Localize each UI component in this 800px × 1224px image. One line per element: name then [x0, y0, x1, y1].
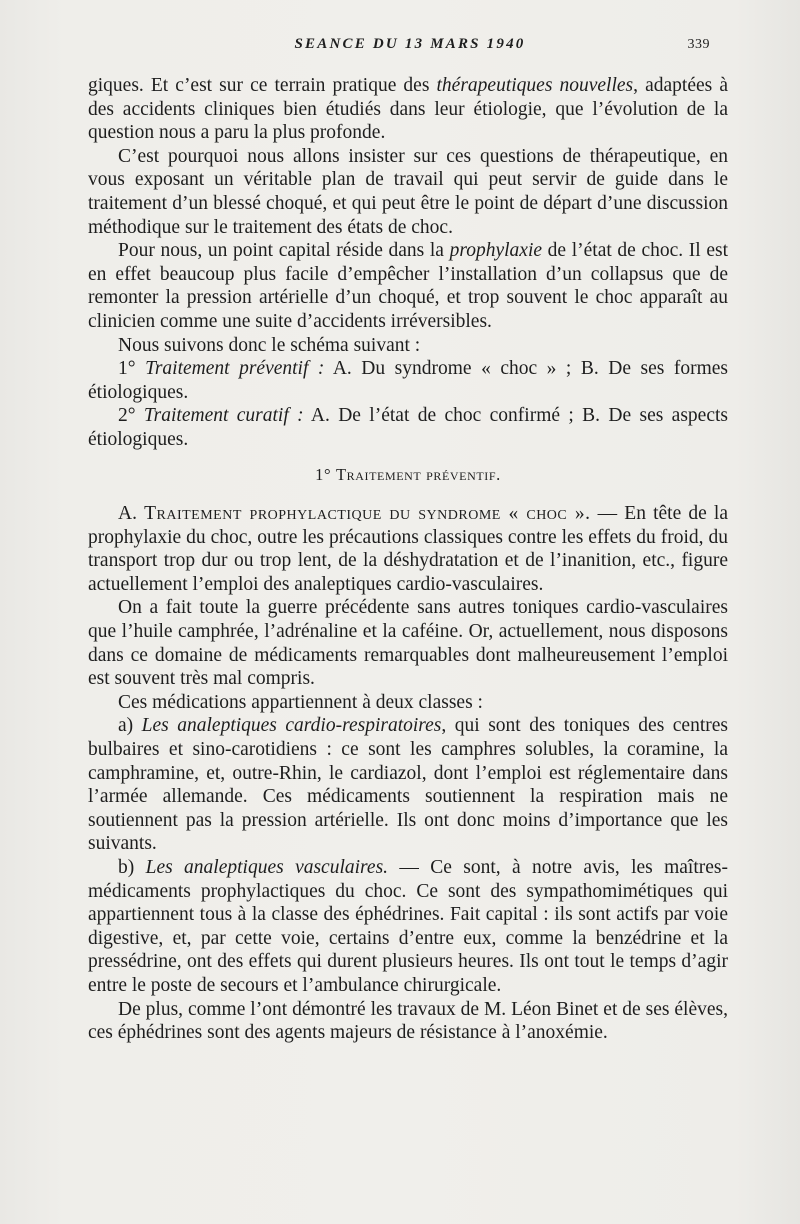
paragraph-6-number: 2°: [118, 405, 144, 427]
paragraph-10-text: , qui sont des toniques des centres bulbaires et sino-carotidiens : ce sont les camphres solubles, la coramine, la camphramine, et, outre-Rhin, le cardiazol, dont l’emploi est réglementaire dans l’armée allemande. Ces médicaments soutiennent la respiration mais ne soutiennent pas la pression artérielle. Ils ont donc moins d’importance que les suivants.: [88, 715, 728, 855]
page-number: 339: [687, 37, 710, 52]
paragraph-3-text-a: Pour nous, un point capital réside dans la: [118, 240, 450, 262]
page-header: [0, 36, 800, 56]
paragraph-10-italic: Les analeptiques cardio-respiratoires: [141, 715, 442, 737]
paragraph-1-text-a: giques. Et c’est sur ce terrain pratique des: [88, 75, 437, 96]
paragraph-12: De plus, comme l’ont démontré les travaux de M. Léon Binet et de ses élèves, ces éphédrines sont des agents majeurs de résistance à l’anoxémie.: [88, 998, 728, 1044]
section-heading: [88, 463, 728, 487]
paragraph-1-italic: thérapeutiques nouvelles: [436, 75, 634, 96]
paragraph-3-italic: prophylaxie: [449, 240, 543, 262]
paragraph-7-subheading: Traitement prophylactique du syndrome « choc ».: [144, 503, 591, 525]
running-head: SEANCE DU 13 MARS 1940: [294, 36, 526, 52]
paragraph-5-italic: Traitement préventif :: [145, 358, 325, 380]
section-heading-title: Traitement préventif.: [335, 464, 501, 484]
paragraph-1: [88, 74, 728, 145]
paragraph-7: [88, 502, 728, 596]
paragraph-5-text: A. Du syndrome « choc » ; B. De ses formes étiologiques.: [88, 358, 728, 403]
paragraph-5: [88, 357, 728, 404]
paragraph-7-text: — En tête de la prophylaxie du choc, outre les précautions classiques contre les effets du froid, du transport trop dur ou trop lent, de la déshydratation et de l’inanition, etc., figure actuellement l’emploi des analeptiques cardio-vasculaires.: [88, 503, 728, 595]
paragraph-3: [88, 239, 728, 333]
paragraph-2: C’est pourquoi nous allons insister sur ces questions de thérapeutique, en vous exposant un véritable plan de travail qui peut servir de guide dans le traitement d’un blessé choqué, et qui peut être le point de départ d’une discussion méthodique sur le traitement des états de choc.: [88, 145, 728, 238]
paragraph-8: On a fait toute la guerre précédente sans autres toniques cardio-vasculaires que l’huile camphrée, l’adrénaline et la caféine. Or, actuellement, nous disposons dans ce domaine de médicaments remarquables dont malheureusement l’emploi est souvent très mal compris.: [88, 597, 728, 690]
paragraph-1-text-b: , adaptées à des accidents cliniques bien étudiés dans leur étiologie, que l’évolution de la question nous a paru la plus profonde.: [88, 75, 728, 144]
paragraph-11-italic: Les analeptiques vasculaires.: [145, 857, 389, 878]
paragraph-10-label: a): [118, 715, 142, 737]
body-text: [88, 74, 728, 1045]
paragraph-6-text: A. De l’état de choc confirmé ; B. De ses aspects étiologiques.: [88, 405, 728, 450]
paragraph-5-number: 1°: [118, 358, 146, 380]
paragraph-6-italic: Traitement curatif :: [143, 405, 304, 427]
paragraph-11-label: b): [118, 857, 146, 878]
paragraph-4: Nous suivons donc le schéma suivant :: [118, 334, 421, 356]
paragraph-7-label: A.: [118, 503, 137, 525]
paragraph-11: [88, 856, 728, 998]
paragraph-6: [88, 404, 728, 451]
paragraph-10: [88, 714, 728, 856]
section-heading-number: 1°: [315, 464, 332, 484]
paragraph-3-text-b: de l’état de choc. Il est en effet beaucoup plus facile d’empêcher l’installation d’un collapsus que de remonter la pression artérielle d’un choqué, et trop souvent le choc apparaît au clinicien comme une suite d’accidents irréversibles.: [88, 240, 728, 332]
paragraph-9: Ces médications appartiennent à deux classes :: [118, 691, 483, 713]
paragraph-11-text: — Ce sont, à notre avis, les maîtres-médicaments prophylactiques du choc. Ce sont des sympathomimétiques qui appartiennent tous à la classe des éphédrines. Fait capital : ils sont actifs par voie digestive, et, par cette voie, certains d’entre eux, comme la benzédrine et la pressédrine, ont des effets qui durent plusieurs heures. Ils ont tout le temps d’agir entre le poste de secours et l’ambulance chirurgicale.: [88, 857, 728, 996]
